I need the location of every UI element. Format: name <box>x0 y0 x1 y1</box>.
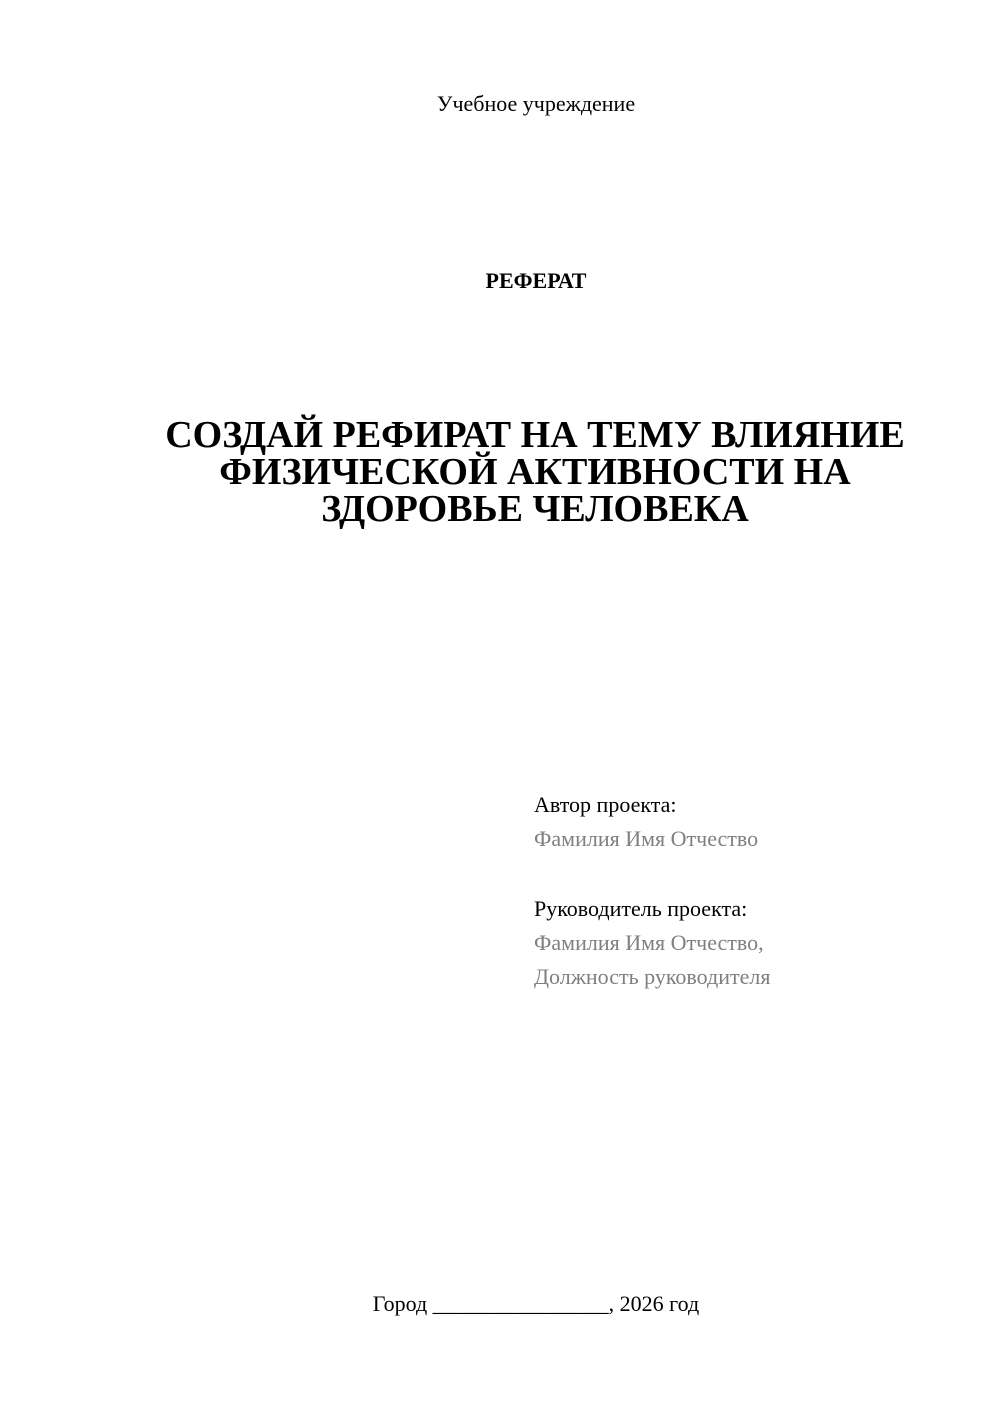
supervisor-name: Фамилия Имя Отчество, <box>534 930 764 955</box>
supervisor-position: Должность руководителя <box>534 964 771 989</box>
author-name: Фамилия Имя Отчество <box>534 826 759 851</box>
topic-line: ЗДОРОВЬЕ ЧЕЛОВЕКА <box>321 488 749 530</box>
city-year-line: Город ________________, 2026 год <box>372 1291 700 1316</box>
author-label: Автор проекта: <box>534 792 677 817</box>
document-type: РЕФЕРАТ <box>485 268 587 293</box>
topic-title <box>140 414 930 530</box>
topic-line: СОЗДАЙ РЕФИРАТ НА ТЕМУ ВЛИЯНИЕ <box>165 414 905 456</box>
institution-name: Учебное учреждение <box>436 91 636 116</box>
supervisor-label: Руководитель проекта: <box>534 896 748 921</box>
topic-line: ФИЗИЧЕСКОЙ АКТИВНОСТИ НА <box>219 451 851 493</box>
info-spacer <box>534 856 974 892</box>
project-info <box>534 788 974 994</box>
